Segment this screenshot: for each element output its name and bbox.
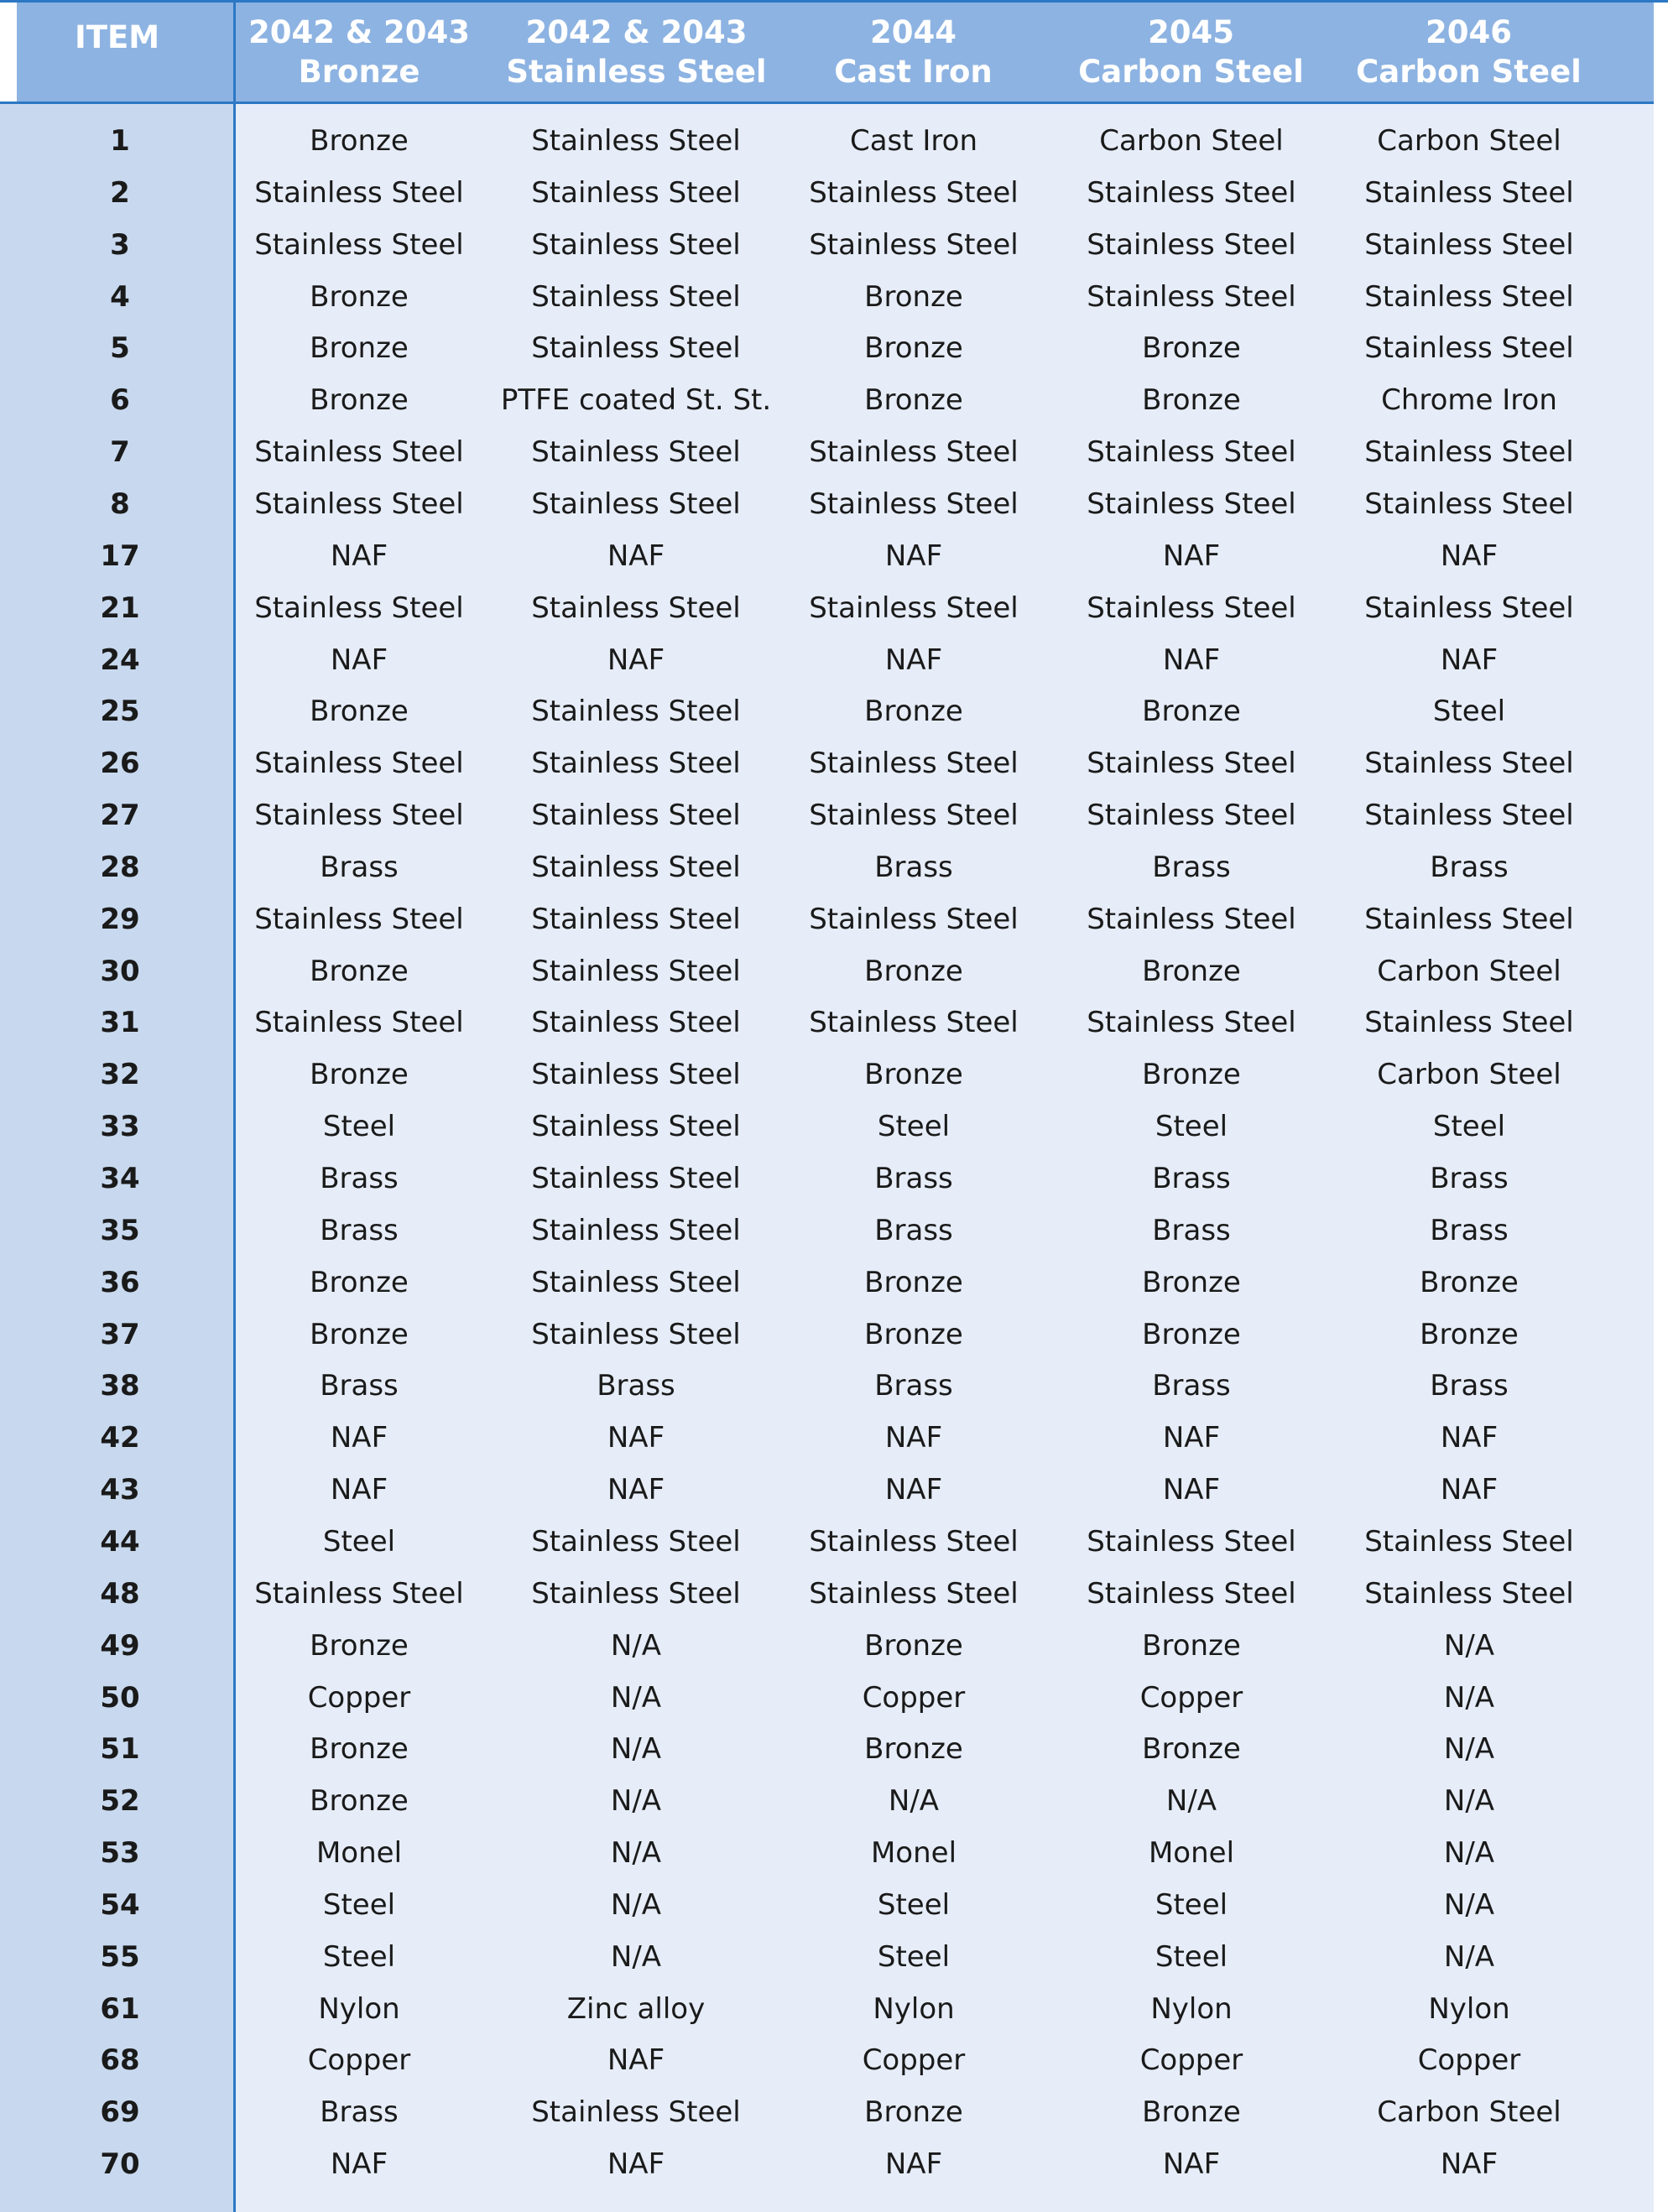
table-row: [0, 1049, 1654, 1101]
bronze-cell: Brass: [320, 1213, 399, 1247]
stainless-cell: PTFE coated St. St.: [500, 383, 772, 418]
stainless-cell: N/A: [610, 1836, 662, 1871]
bronze-cell: Bronze: [310, 1628, 409, 1663]
item-cell: 44: [100, 1524, 140, 1559]
stainless-cell: N/A: [610, 1784, 662, 1819]
carbon-steel-2045-cell: NAF: [1162, 1473, 1221, 1507]
carbon-steel-2045-cell: Copper: [1139, 2043, 1243, 2078]
cast-iron-cell: Brass: [874, 850, 953, 884]
table-row: [0, 426, 1654, 478]
header-rule: [0, 101, 1654, 104]
item-cell: 29: [100, 902, 140, 936]
bronze-cell: Stainless Steel: [254, 487, 464, 521]
bronze-cell: Bronze: [310, 1058, 409, 1092]
carbon-steel-2045-cell: Bronze: [1142, 383, 1241, 418]
bronze-cell: NAF: [330, 539, 388, 573]
bronze-cell: Bronze: [310, 331, 409, 366]
bronze-cell: Copper: [307, 1680, 411, 1715]
cast-iron-cell: Steel: [877, 1887, 951, 1922]
cast-iron-cell: Cast Iron: [849, 124, 978, 158]
carbon-steel-2046-cell: Steel: [1432, 695, 1506, 729]
carbon-steel-2045-cell: Stainless Steel: [1087, 279, 1296, 314]
carbon-steel-2045-cell: Stainless Steel: [1087, 1576, 1296, 1611]
carbon-steel-2046-cell: Stainless Steel: [1364, 799, 1574, 833]
carbon-steel-2045-cell: Stainless Steel: [1087, 591, 1296, 625]
carbon-steel-2045-cell: Brass: [1152, 850, 1231, 884]
table-row: [0, 167, 1654, 219]
bronze-cell: Nylon: [318, 1991, 400, 2026]
header-line1: 2042 & 2043: [248, 14, 470, 50]
carbon-steel-2046-cell: Carbon Steel: [1377, 124, 1561, 158]
item-cell: 8: [110, 487, 130, 521]
cast-iron-cell: Stainless Steel: [809, 1006, 1019, 1040]
carbon-steel-2046-cell: Carbon Steel: [1377, 1058, 1561, 1092]
table-row: [0, 1257, 1654, 1309]
carbon-steel-2046-cell: Nylon: [1428, 1991, 1510, 2026]
bronze-cell: Bronze: [310, 1265, 409, 1299]
carbon-steel-2045-cell: Stainless Steel: [1087, 902, 1296, 936]
cast-iron-cell: Stainless Steel: [809, 1524, 1019, 1559]
cast-iron-cell: Stainless Steel: [809, 175, 1019, 210]
table-row: [0, 1620, 1654, 1672]
item-cell: 70: [100, 2147, 140, 2182]
carbon-steel-2045-cell: Bronze: [1142, 954, 1241, 988]
header-col-2046-carbon-steel: [1334, 3, 1603, 101]
item-cell: 32: [100, 1058, 140, 1092]
carbon-steel-2046-cell: Brass: [1430, 1369, 1509, 1403]
carbon-steel-2046-cell: NAF: [1440, 643, 1499, 677]
table-row: [0, 2034, 1654, 2086]
table-row: [0, 322, 1654, 374]
stainless-cell: Stainless Steel: [531, 2095, 741, 2130]
cast-iron-cell: Stainless Steel: [809, 227, 1019, 262]
carbon-steel-2046-cell: N/A: [1443, 1939, 1495, 1974]
carbon-steel-2046-cell: Stainless Steel: [1364, 1576, 1574, 1611]
item-cell: 55: [100, 1939, 140, 1974]
table-row: [0, 1101, 1654, 1153]
carbon-steel-2045-cell: Bronze: [1142, 2095, 1241, 2130]
cast-iron-cell: Bronze: [864, 1058, 963, 1092]
bronze-cell: Stainless Steel: [254, 435, 464, 470]
header-item: [0, 3, 234, 101]
stainless-cell: Stainless Steel: [531, 1058, 741, 1092]
item-cell: 4: [110, 279, 130, 314]
item-cell: 49: [100, 1628, 140, 1663]
table-row: [0, 945, 1654, 997]
header-line2: Stainless Steel: [506, 54, 767, 90]
cast-iron-cell: Stainless Steel: [809, 435, 1019, 470]
carbon-steel-2046-cell: Stainless Steel: [1364, 591, 1574, 625]
stainless-cell: Stainless Steel: [531, 1006, 741, 1040]
table-row: [0, 1827, 1654, 1879]
header-item-label: ITEM: [74, 19, 160, 55]
carbon-steel-2046-cell: Stainless Steel: [1364, 435, 1574, 470]
header-col-2042-bronze: [236, 3, 482, 101]
carbon-steel-2046-cell: N/A: [1443, 1732, 1495, 1767]
item-cell: 21: [100, 591, 140, 625]
bronze-cell: Bronze: [310, 1732, 409, 1767]
carbon-steel-2046-cell: Carbon Steel: [1377, 954, 1561, 988]
carbon-steel-2046-cell: N/A: [1443, 1887, 1495, 1922]
item-cell: 52: [100, 1784, 140, 1819]
cast-iron-cell: Copper: [862, 2043, 966, 2078]
table-row: [0, 1360, 1654, 1412]
bronze-cell: Steel: [322, 1939, 396, 1974]
carbon-steel-2046-cell: Stainless Steel: [1364, 175, 1574, 210]
stainless-cell: Stainless Steel: [531, 591, 741, 625]
item-cell: 6: [110, 383, 130, 418]
table-row: [0, 685, 1654, 737]
header-line1: 2042 & 2043: [525, 14, 748, 50]
item-cell: 53: [100, 1836, 140, 1871]
cast-iron-cell: NAF: [884, 643, 943, 677]
table-row: [0, 374, 1654, 426]
bronze-cell: Bronze: [310, 695, 409, 729]
bronze-cell: Stainless Steel: [254, 227, 464, 262]
carbon-steel-2046-cell: Carbon Steel: [1377, 2095, 1561, 2130]
carbon-steel-2046-cell: Chrome Iron: [1381, 383, 1557, 418]
cast-iron-cell: NAF: [884, 2147, 943, 2182]
stainless-cell: N/A: [610, 1939, 662, 1974]
stainless-cell: N/A: [610, 1680, 662, 1715]
carbon-steel-2045-cell: Stainless Steel: [1087, 799, 1296, 833]
carbon-steel-2046-cell: Stainless Steel: [1364, 331, 1574, 366]
table-row: [0, 1879, 1654, 1931]
cast-iron-cell: NAF: [884, 539, 943, 573]
carbon-steel-2046-cell: Bronze: [1420, 1265, 1519, 1299]
cast-iron-cell: Bronze: [864, 331, 963, 366]
carbon-steel-2046-cell: Stainless Steel: [1364, 227, 1574, 262]
item-cell: 36: [100, 1265, 140, 1299]
table-row: [0, 2138, 1654, 2190]
item-cell: 24: [100, 643, 140, 677]
stainless-cell: Stainless Steel: [531, 1265, 741, 1299]
bronze-cell: Steel: [322, 1524, 396, 1559]
table-row: [0, 737, 1654, 789]
stainless-cell: N/A: [610, 1887, 662, 1922]
table-row: [0, 997, 1654, 1049]
item-cell: 30: [100, 954, 140, 988]
bronze-cell: NAF: [330, 643, 388, 677]
table-row: [0, 1464, 1654, 1516]
stainless-cell: Stainless Steel: [531, 487, 741, 521]
item-cell: 50: [100, 1680, 140, 1715]
bronze-cell: Bronze: [310, 954, 409, 988]
item-cell: 1: [110, 124, 130, 158]
item-cell: 38: [100, 1369, 140, 1403]
cast-iron-cell: Brass: [874, 1213, 953, 1247]
item-cell: 42: [100, 1421, 140, 1455]
table-row: [0, 634, 1654, 686]
item-cell: 51: [100, 1732, 140, 1767]
table-row: [0, 1568, 1654, 1620]
cast-iron-cell: Stainless Steel: [809, 902, 1019, 936]
stainless-cell: Zinc alloy: [566, 1991, 706, 2026]
stainless-cell: Stainless Steel: [531, 227, 741, 262]
carbon-steel-2046-cell: N/A: [1443, 1784, 1495, 1819]
header-col-2042-stainless: [503, 3, 769, 101]
stainless-cell: Brass: [597, 1369, 675, 1403]
cast-iron-cell: Brass: [874, 1162, 953, 1195]
table-row: [0, 219, 1654, 271]
header-line1: 2045: [1148, 14, 1234, 50]
carbon-steel-2046-cell: N/A: [1443, 1680, 1495, 1715]
bronze-cell: Stainless Steel: [254, 747, 464, 781]
bronze-cell: Stainless Steel: [254, 175, 464, 210]
item-cell: 2: [110, 175, 130, 210]
stainless-cell: Stainless Steel: [531, 954, 741, 988]
item-cell: 43: [100, 1473, 140, 1507]
item-cell: 31: [100, 1006, 140, 1040]
header-line2: Bronze: [298, 54, 420, 90]
carbon-steel-2046-cell: N/A: [1443, 1836, 1495, 1871]
table-row: [0, 1412, 1654, 1464]
table-row: [0, 2086, 1654, 2138]
carbon-steel-2045-cell: NAF: [1162, 539, 1221, 573]
stainless-cell: NAF: [607, 2043, 665, 2078]
stainless-cell: Stainless Steel: [531, 1162, 741, 1195]
stainless-cell: Stainless Steel: [531, 1524, 741, 1559]
cast-iron-cell: Steel: [877, 1110, 951, 1144]
table-row: [0, 1153, 1654, 1205]
table-row: [0, 893, 1654, 945]
bronze-cell: Bronze: [310, 1784, 409, 1819]
cast-iron-cell: Steel: [877, 1939, 951, 1974]
carbon-steel-2045-cell: NAF: [1162, 2147, 1221, 2182]
stainless-cell: Stainless Steel: [531, 175, 741, 210]
table-row: [0, 1983, 1654, 2035]
carbon-steel-2046-cell: Brass: [1430, 1213, 1509, 1247]
stainless-cell: NAF: [607, 2147, 665, 2182]
stainless-cell: Stainless Steel: [531, 902, 741, 936]
bronze-cell: NAF: [330, 2147, 388, 2182]
carbon-steel-2045-cell: Bronze: [1142, 331, 1241, 366]
stainless-cell: Stainless Steel: [531, 695, 741, 729]
bronze-cell: NAF: [330, 1421, 388, 1455]
stainless-cell: N/A: [610, 1732, 662, 1767]
cast-iron-cell: Bronze: [864, 1732, 963, 1767]
stainless-cell: Stainless Steel: [531, 1317, 741, 1351]
cast-iron-cell: Bronze: [864, 1317, 963, 1351]
cast-iron-cell: Nylon: [873, 1991, 955, 2026]
carbon-steel-2046-cell: NAF: [1440, 539, 1499, 573]
cast-iron-cell: Bronze: [864, 383, 963, 418]
bronze-cell: Bronze: [310, 1317, 409, 1351]
cast-iron-cell: Monel: [870, 1836, 957, 1871]
cast-iron-cell: N/A: [888, 1784, 940, 1819]
table-row: [0, 1516, 1654, 1568]
cast-iron-cell: NAF: [884, 1421, 943, 1455]
header-line1: 2044: [870, 14, 956, 50]
cast-iron-cell: Copper: [862, 1680, 966, 1715]
table-row: [0, 1723, 1654, 1775]
bronze-cell: Brass: [320, 1369, 399, 1403]
carbon-steel-2045-cell: Bronze: [1142, 695, 1241, 729]
carbon-steel-2045-cell: Stainless Steel: [1087, 227, 1296, 262]
carbon-steel-2045-cell: Brass: [1152, 1369, 1231, 1403]
carbon-steel-2045-cell: NAF: [1162, 643, 1221, 677]
stainless-cell: Stainless Steel: [531, 747, 741, 781]
cast-iron-cell: Stainless Steel: [809, 1576, 1019, 1611]
stainless-cell: Stainless Steel: [531, 331, 741, 366]
carbon-steel-2045-cell: Brass: [1152, 1162, 1231, 1195]
bronze-cell: Steel: [322, 1110, 396, 1144]
carbon-steel-2045-cell: Monel: [1148, 1836, 1235, 1871]
cast-iron-cell: Bronze: [864, 954, 963, 988]
item-cell: 54: [100, 1887, 140, 1922]
bronze-cell: Steel: [322, 1887, 396, 1922]
bronze-cell: Stainless Steel: [254, 799, 464, 833]
item-cell: 37: [100, 1317, 140, 1351]
table-row: [0, 478, 1654, 530]
table-row: [0, 582, 1654, 634]
header-col-2045-carbon-steel: [1056, 3, 1326, 101]
item-cell: 34: [100, 1162, 140, 1195]
stainless-cell: NAF: [607, 539, 665, 573]
stainless-cell: Stainless Steel: [531, 850, 741, 884]
item-cell: 35: [100, 1213, 140, 1247]
stainless-cell: NAF: [607, 643, 665, 677]
carbon-steel-2046-cell: Stainless Steel: [1364, 279, 1574, 314]
item-cell: 33: [100, 1110, 140, 1144]
header-line1: 2046: [1426, 14, 1512, 50]
carbon-steel-2046-cell: NAF: [1440, 1473, 1499, 1507]
stainless-cell: NAF: [607, 1421, 665, 1455]
cast-iron-cell: Stainless Steel: [809, 747, 1019, 781]
item-cell: 7: [110, 435, 130, 470]
item-cell: 26: [100, 747, 140, 781]
carbon-steel-2045-cell: Stainless Steel: [1087, 487, 1296, 521]
bronze-cell: Copper: [307, 2043, 411, 2078]
carbon-steel-2046-cell: Stainless Steel: [1364, 902, 1574, 936]
bronze-cell: Brass: [320, 2095, 399, 2130]
carbon-steel-2046-cell: Bronze: [1420, 1317, 1519, 1351]
item-cell: 25: [100, 695, 140, 729]
item-cell: 3: [110, 227, 130, 262]
stainless-cell: Stainless Steel: [531, 279, 741, 314]
table-row: [0, 271, 1654, 323]
stainless-cell: Stainless Steel: [531, 799, 741, 833]
item-cell: 17: [100, 539, 140, 573]
stainless-cell: Stainless Steel: [531, 124, 741, 158]
carbon-steel-2045-cell: Stainless Steel: [1087, 747, 1296, 781]
carbon-steel-2046-cell: Stainless Steel: [1364, 747, 1574, 781]
stainless-cell: Stainless Steel: [531, 1213, 741, 1247]
bronze-cell: Stainless Steel: [254, 1576, 464, 1611]
item-cell: 61: [100, 1991, 140, 2026]
carbon-steel-2046-cell: N/A: [1443, 1628, 1495, 1663]
carbon-steel-2045-cell: Stainless Steel: [1087, 1006, 1296, 1040]
cast-iron-cell: Brass: [874, 1369, 953, 1403]
carbon-steel-2046-cell: Brass: [1430, 1162, 1509, 1195]
table-row: [0, 530, 1654, 582]
item-cell: 27: [100, 799, 140, 833]
carbon-steel-2046-cell: Stainless Steel: [1364, 1006, 1574, 1040]
bronze-cell: Monel: [315, 1836, 403, 1871]
carbon-steel-2046-cell: Stainless Steel: [1364, 487, 1574, 521]
bronze-cell: Stainless Steel: [254, 591, 464, 625]
table-row: [0, 1672, 1654, 1724]
header-line2: Carbon Steel: [1078, 54, 1304, 90]
stainless-cell: NAF: [607, 1473, 665, 1507]
cast-iron-cell: Bronze: [864, 279, 963, 314]
stainless-cell: Stainless Steel: [531, 1576, 741, 1611]
table-row: [0, 789, 1654, 841]
carbon-steel-2046-cell: NAF: [1440, 1421, 1499, 1455]
table-row: [0, 115, 1654, 167]
table-row: [0, 841, 1654, 893]
cast-iron-cell: Stainless Steel: [809, 487, 1019, 521]
bronze-cell: Stainless Steel: [254, 1006, 464, 1040]
carbon-steel-2045-cell: Bronze: [1142, 1265, 1241, 1299]
bronze-cell: Bronze: [310, 279, 409, 314]
carbon-steel-2045-cell: NAF: [1162, 1421, 1221, 1455]
cast-iron-cell: Bronze: [864, 2095, 963, 2130]
cast-iron-cell: Bronze: [864, 1628, 963, 1663]
header-line2: Cast Iron: [834, 54, 993, 90]
carbon-steel-2045-cell: Stainless Steel: [1087, 435, 1296, 470]
table-row: [0, 1775, 1654, 1827]
carbon-steel-2045-cell: Bronze: [1142, 1628, 1241, 1663]
carbon-steel-2045-cell: Steel: [1155, 1939, 1228, 1974]
carbon-steel-2045-cell: Stainless Steel: [1087, 175, 1296, 210]
carbon-steel-2046-cell: Steel: [1432, 1110, 1506, 1144]
carbon-steel-2045-cell: Bronze: [1142, 1058, 1241, 1092]
carbon-steel-2045-cell: Steel: [1155, 1887, 1228, 1922]
carbon-steel-2046-cell: NAF: [1440, 2147, 1499, 2182]
header-col-2044-cast-iron: [779, 3, 1048, 101]
bronze-cell: Stainless Steel: [254, 902, 464, 936]
carbon-steel-2046-cell: Copper: [1417, 2043, 1521, 2078]
table-row: [0, 1309, 1654, 1361]
stainless-cell: Stainless Steel: [531, 1110, 741, 1144]
bronze-cell: NAF: [330, 1473, 388, 1507]
item-cell: 48: [100, 1576, 140, 1611]
bronze-cell: Brass: [320, 1162, 399, 1195]
stainless-cell: N/A: [610, 1628, 662, 1663]
carbon-steel-2046-cell: Brass: [1430, 850, 1509, 884]
carbon-steel-2045-cell: Carbon Steel: [1099, 124, 1284, 158]
bronze-cell: Brass: [320, 850, 399, 884]
cast-iron-cell: NAF: [884, 1473, 943, 1507]
item-cell: 5: [110, 331, 130, 366]
cast-iron-cell: Stainless Steel: [809, 799, 1019, 833]
stainless-cell: Stainless Steel: [531, 435, 741, 470]
table-row: [0, 1931, 1654, 1983]
carbon-steel-2046-cell: Stainless Steel: [1364, 1524, 1574, 1559]
carbon-steel-2045-cell: Stainless Steel: [1087, 1524, 1296, 1559]
bronze-cell: Bronze: [310, 383, 409, 418]
carbon-steel-2045-cell: Steel: [1155, 1110, 1228, 1144]
bronze-cell: Bronze: [310, 124, 409, 158]
item-cell: 69: [100, 2095, 140, 2130]
carbon-steel-2045-cell: N/A: [1165, 1784, 1217, 1819]
cast-iron-cell: Stainless Steel: [809, 591, 1019, 625]
item-cell: 68: [100, 2043, 140, 2078]
cast-iron-cell: Bronze: [864, 695, 963, 729]
carbon-steel-2045-cell: Bronze: [1142, 1317, 1241, 1351]
cast-iron-cell: Bronze: [864, 1265, 963, 1299]
header-line2: Carbon Steel: [1356, 54, 1582, 90]
carbon-steel-2045-cell: Brass: [1152, 1213, 1231, 1247]
table-row: [0, 1205, 1654, 1257]
item-cell: 28: [100, 850, 140, 884]
carbon-steel-2045-cell: Bronze: [1142, 1732, 1241, 1767]
carbon-steel-2045-cell: Copper: [1139, 1680, 1243, 1715]
carbon-steel-2045-cell: Nylon: [1150, 1991, 1233, 2026]
